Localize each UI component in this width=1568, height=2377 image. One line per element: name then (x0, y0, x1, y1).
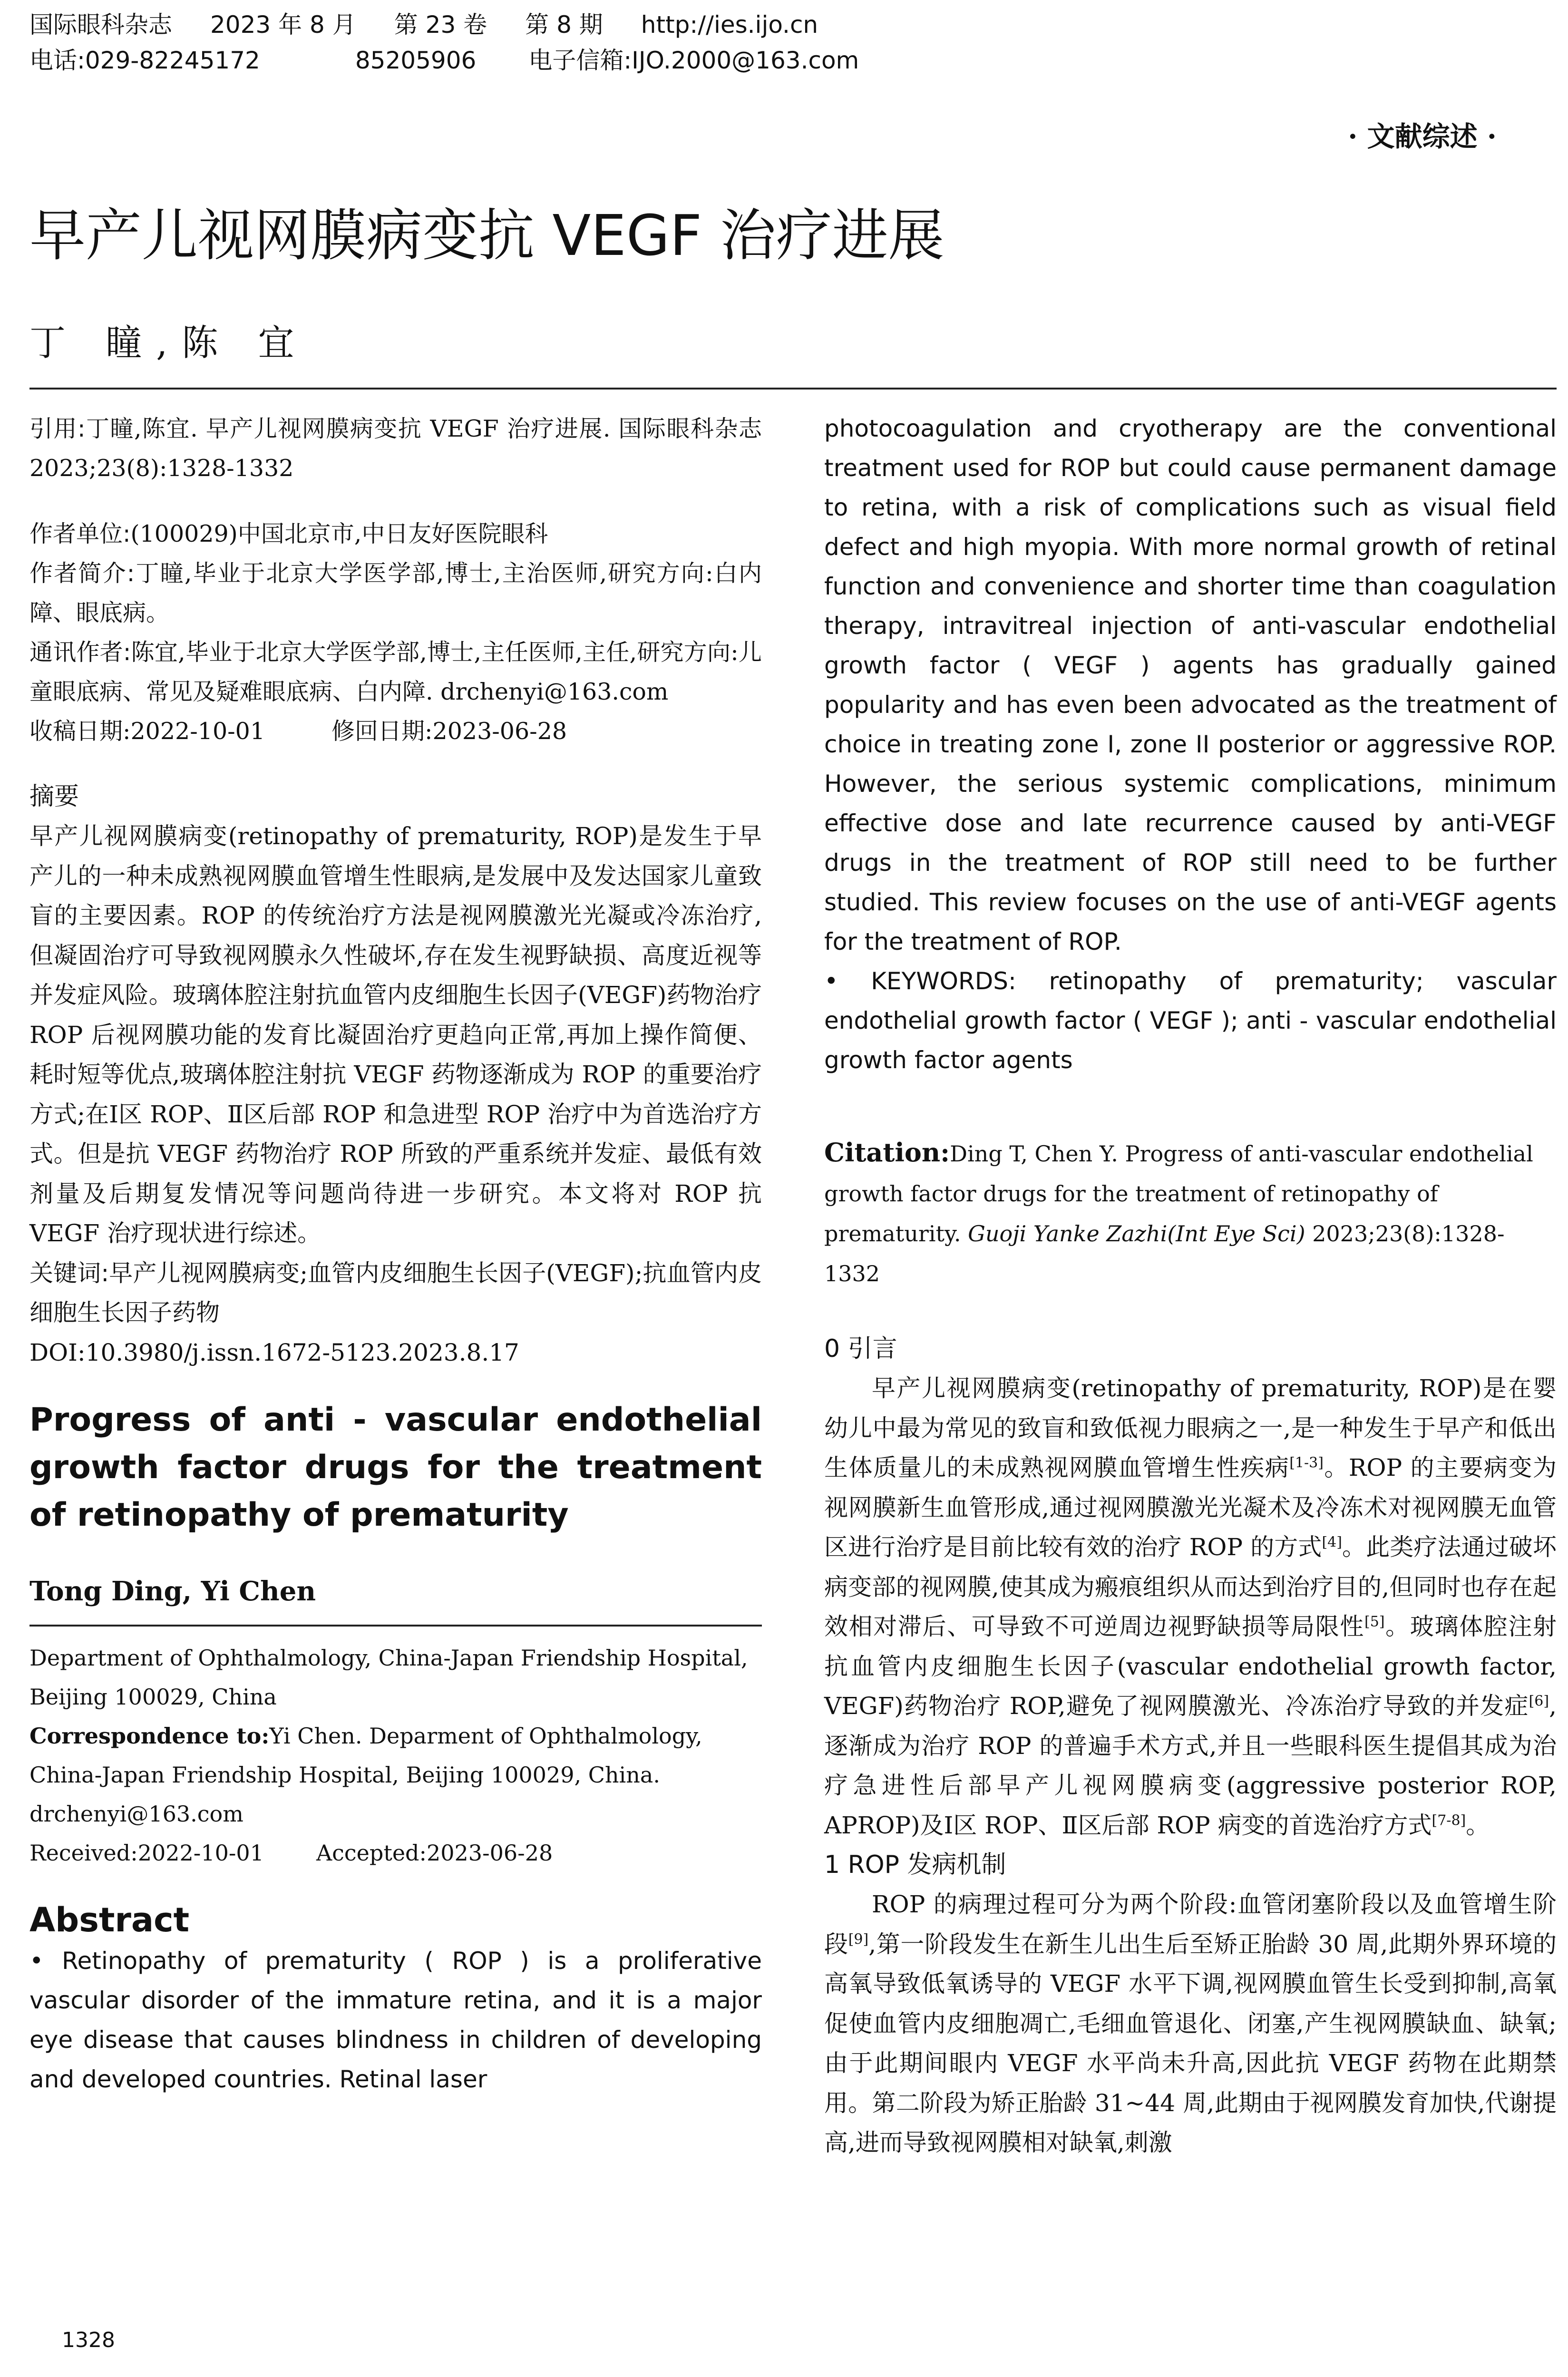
correspondence-text: 陈宜,毕业于北京大学医学部,博士,主任医师,主任,研究方向:儿童眼底病、常见及疑难眼底病、白内障. drchenyi@163.com (29, 639, 762, 705)
section-0-paragraph (824, 1369, 1557, 1845)
english-abstract-continued: photocoagulation and cryotherapy are the conventional treatment used for ROP but could cause permanent damage to retina, with a risk of complications such as visual field defect and high myopia. With more normal growth of retinal function and convenience and shorter time than coagulation therapy, intravitreal injection of anti-vascular endothelial growth factor ( VEGF ) agents has gradually gained popularity and has even been advocated as the treatment of choice in treating zone I, zone II posterior or aggressive ROP. However, the serious systemic complications, minimum effective dose and late recurrence caused by anti-VEGF drugs in the treatment of ROP still need to be further studied. This review focuses on the use of anti-VEGF agents for the treatment of ROP. (824, 415, 1557, 955)
phone2: 85205906 (355, 47, 477, 74)
english-correspondence-label: Correspondence to: (29, 1723, 270, 1749)
journal-name: 国际眼科杂志 (29, 11, 172, 39)
affiliation-text: (100029)中国北京市,中日友好医院眼科 (130, 520, 548, 547)
correspondence-label: 通讯作者: (29, 639, 131, 666)
article-title: 早产儿视网膜病变抗 VEGF 治疗进展 (29, 203, 945, 268)
english-citation-label: Citation: (824, 1137, 950, 1168)
journal-header-line-2 (29, 46, 897, 75)
s1-text-b: ,第一阶段发生在新生儿出生后至矫正胎龄 30 周,此期外界环境的高氧导致低氧诱导的 VEGF 水平下调,视网膜血管生长受到抑制,高氧促使血管内皮细胞凋亡,毛细血管退化、闭塞,产生视网膜缺血、缺氧;由于此期间眼内 VEGF 水平尚未升高,因此抗 VEGF 药物在此期禁用。第二阶段为矫正胎龄 31~44 周,此期由于视网膜发育加快,代谢提高,进而导致视网膜相对缺氧,刺激 (824, 1930, 1557, 2156)
right-column (824, 409, 1557, 2163)
keywords-block (29, 1254, 762, 1333)
article-authors: 丁 瞳,陈 宜 (29, 321, 309, 364)
english-citation-tail: 2023;23(8):1328-1332 (824, 1221, 1505, 1286)
volume: 第 23 卷 (394, 11, 487, 39)
section-1-heading: 1 ROP 发病机制 (824, 1851, 1006, 1879)
english-accepted: Accepted:2023-06-28 (316, 1840, 553, 1866)
s0-text-f: 。 (1466, 1811, 1490, 1839)
ref-5[interactable]: [5] (1364, 1613, 1385, 1630)
citation-text: 丁瞳,陈宜. 早产儿视网膜病变抗 VEGF 治疗进展. 国际眼科杂志 2023;23(8):1328-1332 (29, 415, 762, 482)
english-authors-divider (29, 1625, 762, 1627)
citation-label: 引用: (29, 415, 86, 442)
bio-text: 丁瞳,毕业于北京大学医学部,博士,主治医师,研究方向:白内障、眼底病。 (29, 560, 762, 626)
affiliation-block (29, 514, 762, 554)
received-date: 收稿日期:2022-10-01 (29, 718, 265, 745)
english-citation-journal: Guoji Yanke Zazhi(Int Eye Sci) (968, 1221, 1305, 1247)
abstract-text: 早产儿视网膜病变(retinopathy of prematurity, ROP)是发生于早产儿的一种未成熟视网膜血管增生性眼病,是发展中及发达国家儿童致盲的主要因素。ROP 的传统治疗方法是视网膜激光光凝或冷冻治疗,但凝固治疗可导致视网膜永久性破坏,存在发生视野缺损、高度近视等并发症风险。玻璃体腔注射抗血管内皮细胞生长因子(VEGF)药物治疗 ROP 后视网膜功能的发育比凝固治疗更趋向正常,再加上操作简便、耗时短等优点,玻璃体腔注射抗 VEGF 药物逐渐成为 ROP 的重要治疗方式;在Ⅰ区 ROP、Ⅱ区后部 ROP 和急进型 ROP 治疗中为首选治疗方式。但是抗 VEGF 药物治疗 ROP 所致的严重系统并发症、最低有效剂量及后期复发情况等问题尚待进一步研究。本文将对 ROP 抗 VEGF 治疗现状进行综述。 (29, 822, 762, 1247)
section-0-heading: 0 引言 (824, 1335, 897, 1363)
english-authors: Tong Ding, Yi Chen (29, 1576, 316, 1607)
dates-block (29, 711, 762, 751)
issue-number: 第 8 期 (525, 11, 603, 39)
ref-6[interactable]: [6] (1529, 1693, 1549, 1710)
english-correspondence (29, 1716, 762, 1833)
s0-text-c: 。此类疗法通过破坏病变部的视网膜,使其成为瘢痕组织从而达到治疗目的,但同时也存在起效相对滞后、可导致不可逆周边视野缺损等局限性 (824, 1533, 1557, 1640)
section-tag: · 文献综述 · (1348, 120, 1497, 153)
citation-block (29, 409, 762, 488)
section-1-paragraph (824, 1885, 1557, 2163)
revised-date: 修回日期:2023-06-28 (331, 718, 567, 745)
s1-text-a: ROP 的病理过程可分为两个阶段:血管闭塞阶段以及血管增生阶段 (824, 1890, 1557, 1958)
bio-label: 作者简介: (29, 560, 135, 587)
affiliation-label: 作者单位: (29, 520, 131, 547)
title-divider (29, 388, 1557, 390)
page-number: 1328 (62, 2328, 115, 2352)
english-citation-text: Ding T, Chen Y. Progress of anti-vascular endothelial growth factor drugs for the treatment of retinopathy of prematurity. (824, 1141, 1533, 1247)
doi: DOI:10.3980/j.issn.1672-5123.2023.8.17 (29, 1338, 519, 1366)
keywords-label: 关键词: (29, 1259, 109, 1287)
keywords-text: 早产儿视网膜病变;血管内皮细胞生长因子(VEGF);抗血管内皮细胞生长因子药物 (29, 1259, 762, 1326)
ref-4[interactable]: [4] (1322, 1534, 1342, 1551)
english-abstract-heading: Abstract (29, 1900, 190, 1939)
s0-text-b: 。ROP 的主要病变为视网膜新生血管形成,通过视网膜激光光凝术及冷冻术对视网膜无血管区进行治疗是目前比较有效的治疗 ROP 的方式 (824, 1454, 1557, 1561)
english-keywords: • KEYWORDS: retinopathy of prematurity; vascular endothelial growth factor ( VEGF ); anti - vascular endothelial growth factor agents (824, 967, 1557, 1074)
email[interactable]: 电子信箱:IJO.2000@163.com (528, 47, 859, 74)
bio-block (29, 554, 762, 633)
s0-text-a: 早产儿视网膜病变(retinopathy of prematurity, ROP)是在婴幼儿中最为常见的致盲和致低视力眼病之一,是一种发生于早产和低出生体质量儿的未成熟视网膜血管增生性疾病 (824, 1374, 1557, 1481)
english-correspondence-text: Yi Chen. Deparment of Ophthalmology, China-Japan Friendship Hospital, Beijing 100029, China. drchenyi@163.com (29, 1723, 702, 1827)
journal-url[interactable]: http://ies.ijo.cn (641, 11, 818, 39)
s0-text-e: ,逐渐成为治疗 ROP 的普遍手术方式,并且一些眼科医生提倡其成为治疗急进性后部早产儿视网膜病变(aggressive posterior ROP, APROP)及Ⅰ区 ROP、Ⅱ区后部 ROP 病变的首选治疗方式 (824, 1692, 1557, 1839)
ref-9[interactable]: [9] (848, 1930, 869, 1948)
journal-header-line-1 (29, 10, 856, 39)
s0-text-d: 。玻璃体腔注射抗血管内皮细胞生长因子(vascular endothelial growth factor, VEGF)药物治疗 ROP,避免了视网膜激光、冷冻治疗导致的并发症 (824, 1613, 1557, 1720)
ref-1-3[interactable]: [1-3] (1289, 1454, 1324, 1471)
english-dates (29, 1833, 762, 1872)
abstract-heading: 摘要 (29, 782, 79, 811)
ref-7-8[interactable]: [7-8] (1432, 1812, 1466, 1829)
left-column (29, 409, 762, 2099)
issue-date: 2023 年 8 月 (210, 11, 356, 39)
correspondence-block (29, 633, 762, 711)
phone: 电话:029-82245172 (29, 47, 260, 74)
english-title: Progress of anti - vascular endothelial growth factor drugs for the treatment of retinopathy of prematurity (29, 1401, 762, 1534)
english-abstract-start: • Retinopathy of prematurity ( ROP ) is a proliferative vascular disorder of the immature retina, and it is a major eye disease that causes blindness in children of developing and developed countries. Retinal laser (29, 1947, 762, 2093)
english-affiliation: Department of Ophthalmology, China-Japan Friendship Hospital, Beijing 100029, China (29, 1645, 748, 1710)
english-received: Received:2022-10-01 (29, 1840, 264, 1866)
english-citation (824, 1132, 1557, 1294)
